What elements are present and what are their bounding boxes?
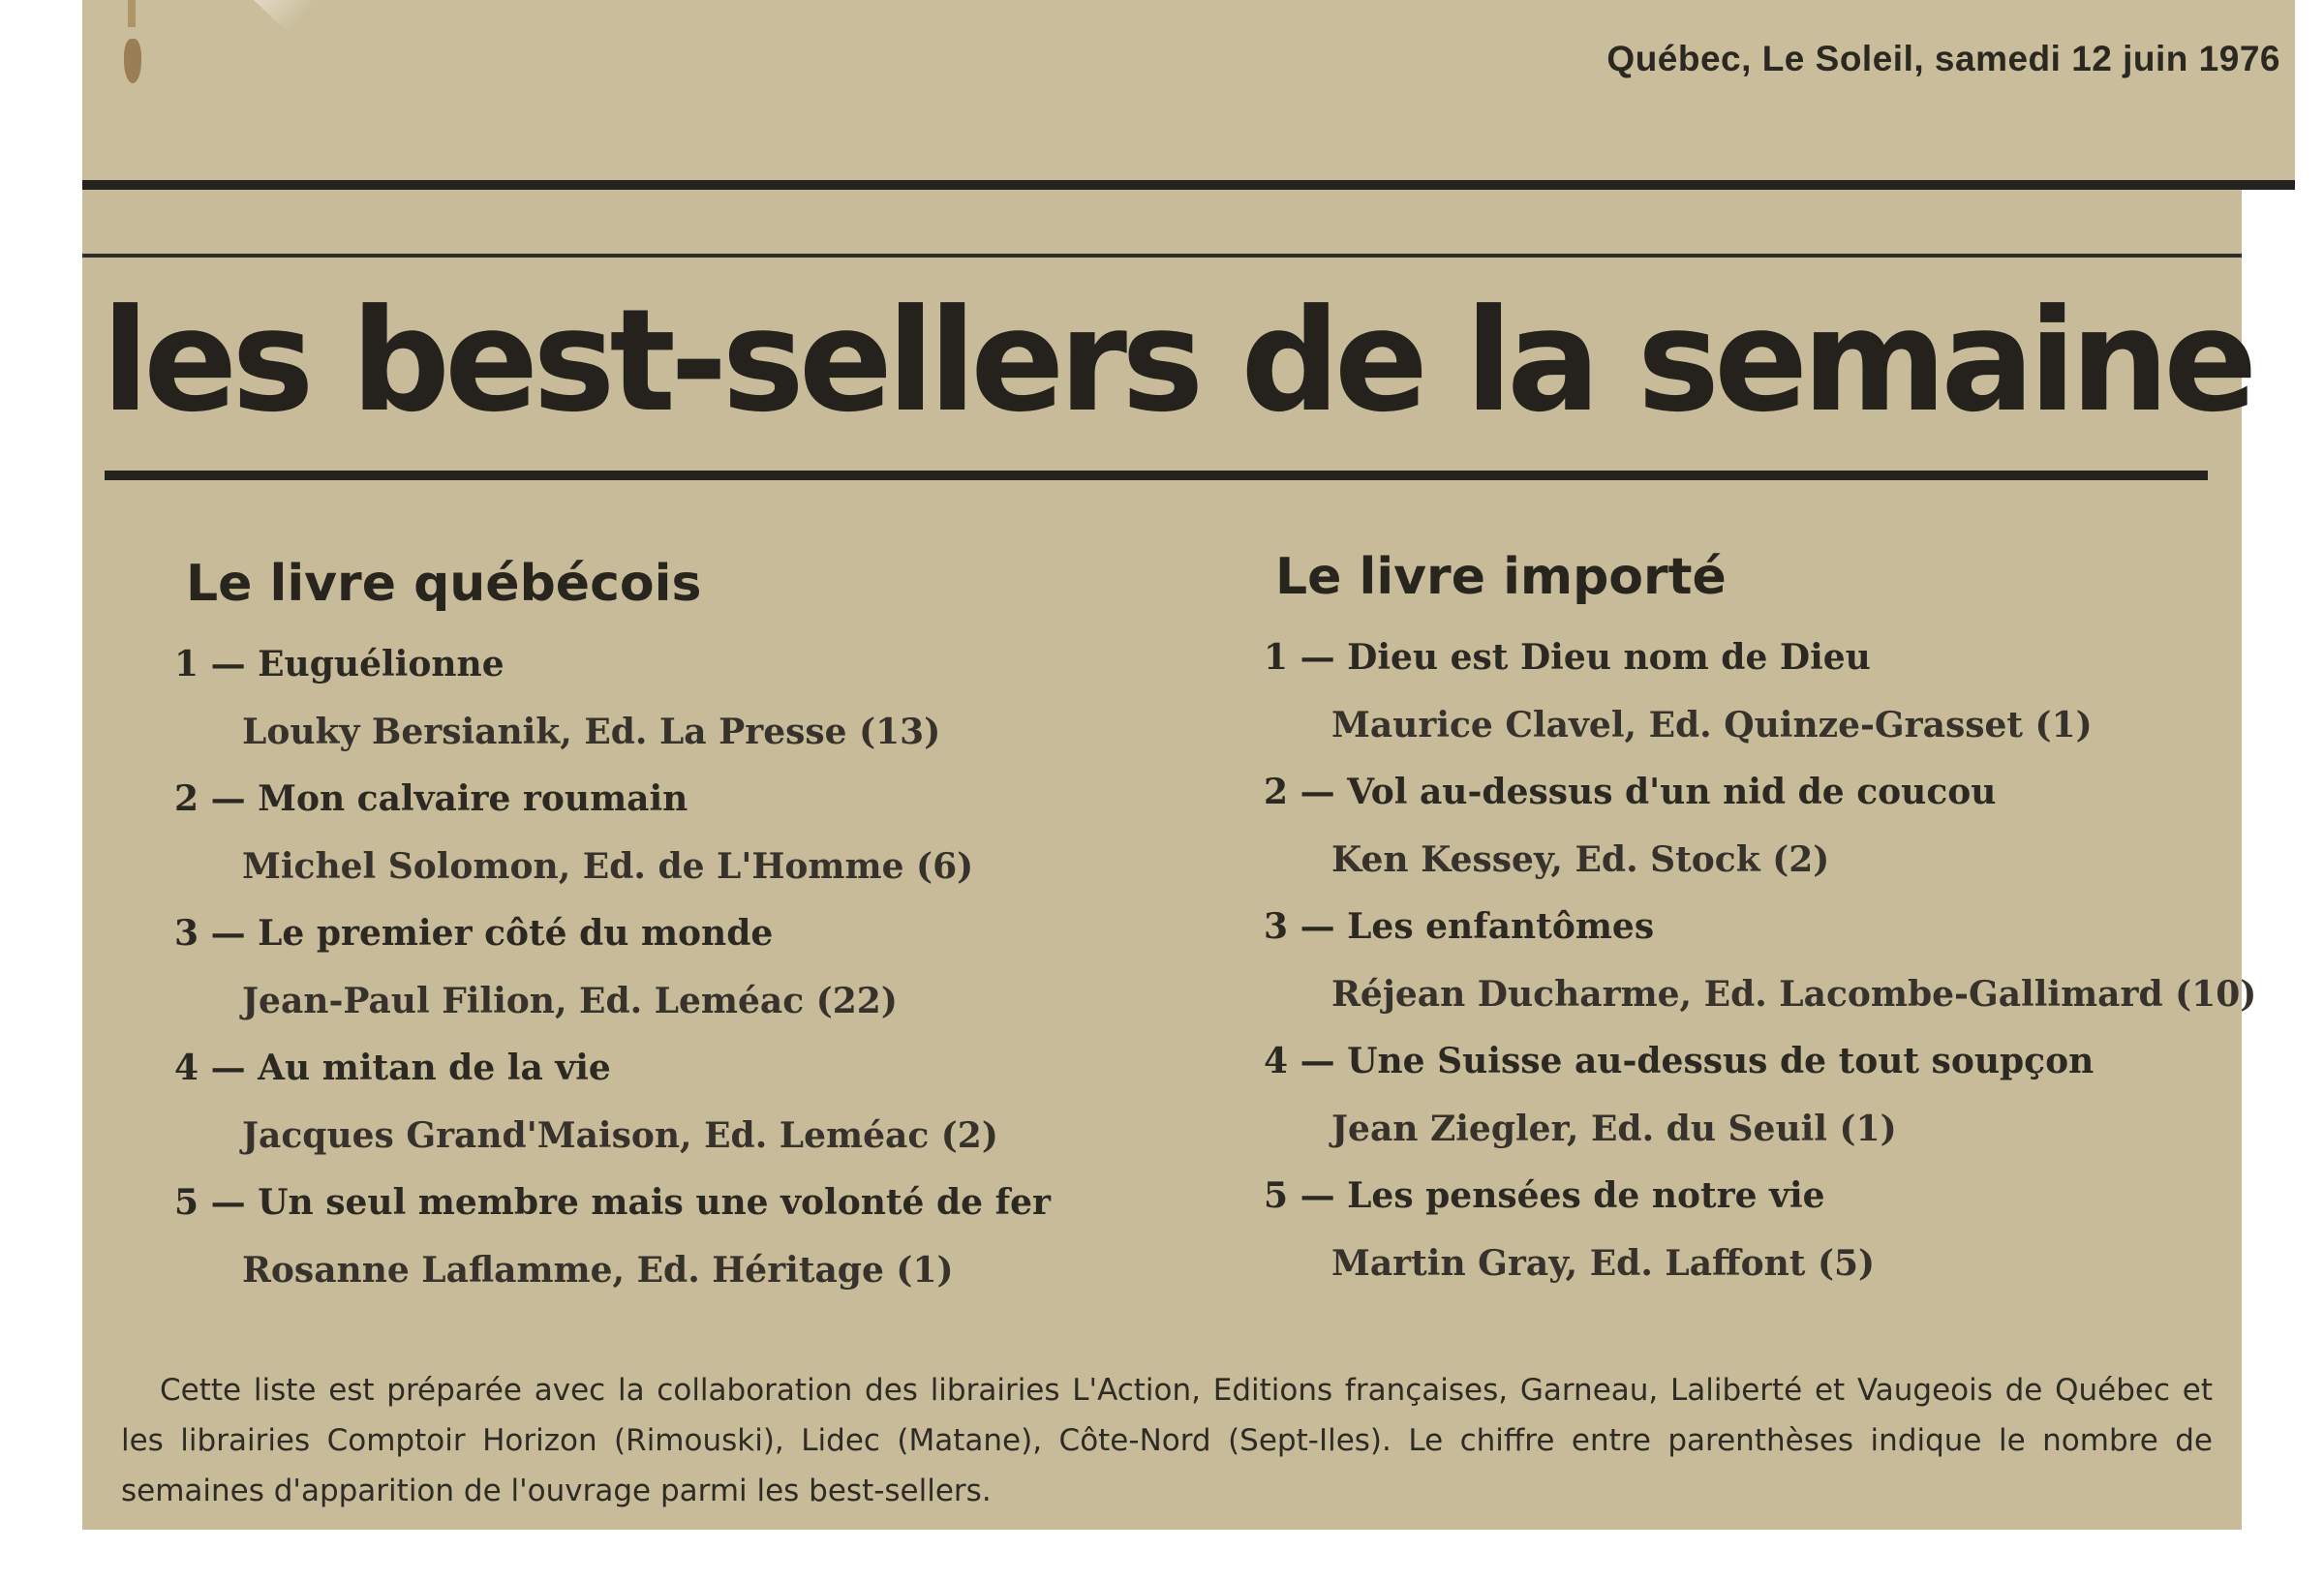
book-author: Jacques Grand'Maison, Ed. Leméac (2) bbox=[242, 1115, 998, 1157]
list-item bbox=[1264, 1041, 2213, 1178]
footnote: Cette liste est préparée avec la collaboration des librairies L'Action, Editions françaises, Garneau, Laliberté et Vaugeois de Québec et les librairies Comptoir Horizon (Rimouski), Lidec (Matane), Côte-Nord (Sept-Iles). Le chiffre entre parenthèses indique le nombre de semaines d'apparition de l'ouvrage parmi les best-sellers. bbox=[121, 1373, 2213, 1508]
book-author: Jean-Paul Filion, Ed. Leméac (22) bbox=[242, 981, 898, 1022]
secondary-rule bbox=[82, 254, 2242, 258]
list-item bbox=[1264, 772, 2213, 909]
section-title-quebecois: Le livre québécois bbox=[186, 555, 702, 613]
book-author: Rosanne Laflamme, Ed. Héritage (1) bbox=[242, 1250, 954, 1292]
book-author: Martin Gray, Ed. Laffont (5) bbox=[1331, 1243, 1876, 1285]
book-author: Jean Ziegler, Ed. du Seuil (1) bbox=[1331, 1109, 1897, 1150]
book-author: Michel Solomon, Ed. de L'Homme (6) bbox=[242, 846, 974, 888]
book-title: 5 — Un seul membre mais une volonté de fer bbox=[174, 1182, 1051, 1224]
book-author: Maurice Clavel, Ed. Quinze-Grasset (1) bbox=[1331, 705, 2093, 746]
list-item bbox=[1264, 637, 2213, 775]
book-title: 2 — Mon calvaire roumain bbox=[174, 778, 688, 820]
list-item bbox=[174, 644, 1172, 781]
book-title: 1 — Euguélionne bbox=[174, 644, 505, 685]
headline: les best-sellers de la semaine bbox=[102, 279, 2252, 443]
book-title: 3 — Les enfantômes bbox=[1264, 906, 1655, 948]
list-item bbox=[174, 1050, 1172, 1185]
section-title-importe: Le livre importé bbox=[1275, 548, 1727, 606]
book-author: Réjean Ducharme, Ed. Lacombe-Gallimard (10) bbox=[1331, 974, 2257, 1016]
top-rule bbox=[82, 180, 2295, 190]
paper-stain bbox=[124, 39, 141, 83]
book-title: 3 — Le premier côté du monde bbox=[174, 913, 774, 955]
list-item bbox=[1264, 906, 2257, 1044]
book-author: Ken Kessey, Ed. Stock (2) bbox=[1331, 839, 1830, 881]
book-title: 1 — Dieu est Dieu nom de Dieu bbox=[1264, 637, 1871, 679]
clipping-top-strip bbox=[82, 0, 2295, 189]
list-item bbox=[174, 913, 1172, 1050]
headline-rule bbox=[105, 471, 2208, 480]
book-title: 4 — Une Suisse au-dessus de tout soupçon bbox=[1264, 1041, 2095, 1082]
list-item bbox=[174, 1182, 1172, 1320]
book-title: 2 — Vol au-dessus d'un nid de coucou bbox=[1264, 772, 1997, 813]
book-title: 4 — Au mitan de la vie bbox=[174, 1048, 611, 1089]
book-author: Louky Bersianik, Ed. La Presse (13) bbox=[242, 712, 941, 753]
column-quebecois bbox=[174, 557, 1172, 1320]
column-importe bbox=[1264, 548, 2257, 1313]
list-item bbox=[1264, 1175, 2213, 1313]
dateline: Québec, Le Soleil, samedi 12 juin 1976 bbox=[1606, 39, 2280, 78]
book-title: 5 — Les pensées de notre vie bbox=[1264, 1175, 1825, 1217]
list-item bbox=[174, 778, 1172, 916]
paper-stain bbox=[128, 0, 136, 27]
